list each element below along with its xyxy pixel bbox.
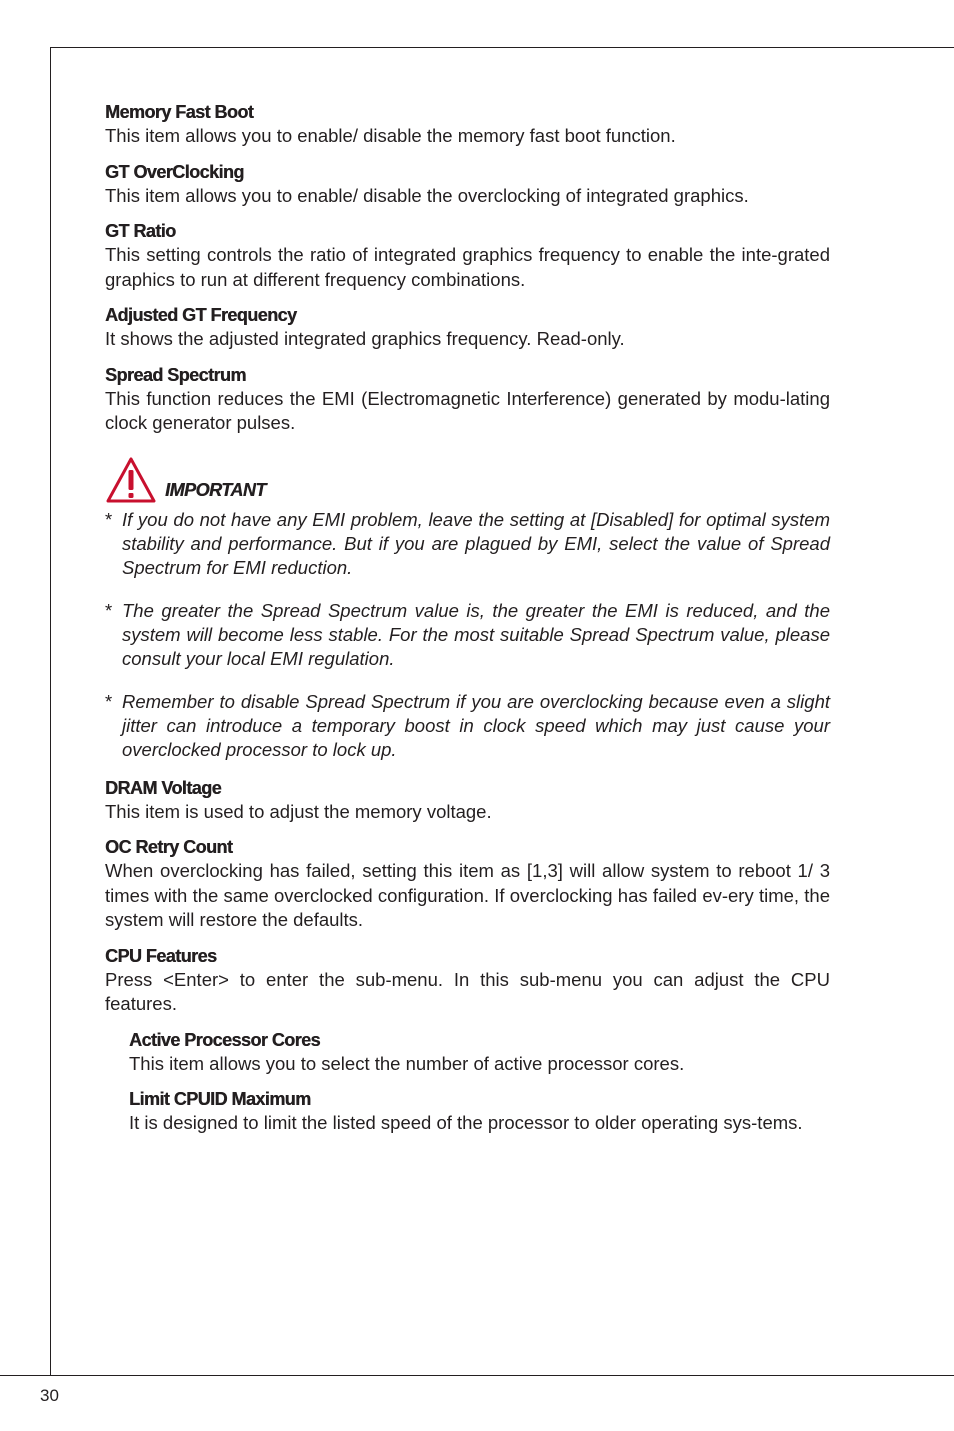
section-text: When overclocking has failed, setting this item as [1,3] will allow system to reboot 1/ 3 times with the same overclocked configuration. If overclocking has failed ev-ery time, the system will restore the defaults. — [105, 860, 830, 930]
section-text: This item allows you to enable/ disable the memory fast boot function. — [105, 125, 676, 146]
section-gt-ratio — [105, 219, 830, 292]
section-dram-voltage — [105, 776, 830, 825]
section-adjusted-gt-frequency — [105, 303, 830, 352]
section-title: OC Retry Count — [105, 837, 233, 857]
section-title: CPU Features — [105, 945, 217, 966]
section-title: Memory Fast Boot — [105, 102, 254, 122]
important-notice — [105, 456, 830, 762]
section-cpu-features — [105, 944, 830, 1017]
important-note — [105, 508, 830, 580]
important-label: IMPORTANT — [165, 479, 266, 500]
section-oc-retry-count — [105, 835, 830, 933]
section-text: This item allows you to enable/ disable the overclocking of integrated graphics. — [105, 184, 749, 206]
page-number: 30 — [40, 1386, 59, 1405]
page-top-rule — [50, 47, 954, 48]
note-text: If you do not have any EMI problem, leave the setting at [Disabled] for optimal system stability and performance. But if you are plagued by EMI, select the value of Spread Spectrum for EMI reduction. — [122, 508, 830, 578]
note-text: The greater the Spread Spectrum value is, the greater the EMI is reduced, and the system will become less stable. For the most suitable Spread Spectrum value, please consult your local EMI regulation. — [122, 599, 830, 669]
section-spread-spectrum — [105, 363, 830, 436]
page-bottom-rule — [0, 1375, 954, 1376]
note-text: Remember to disable Spread Spectrum if you are overclocking because even a slight jitter can introduce a temporary boost in clock speed which may just cause your overclocked processor to lock up. — [122, 690, 830, 760]
section-title: DRAM Voltage — [105, 777, 222, 798]
subsection-active-processor-cores — [129, 1028, 830, 1077]
section-gt-overclocking — [105, 160, 830, 209]
warning-triangle-icon — [105, 456, 157, 504]
section-title: Spread Spectrum — [105, 364, 246, 385]
subsection-limit-cpuid-maximum — [129, 1087, 830, 1136]
note-bullet: * — [105, 690, 113, 712]
important-header — [105, 456, 830, 504]
note-bullet: * — [105, 508, 113, 530]
subsection-title: Active Processor Cores — [129, 1029, 320, 1050]
section-title: GT OverClocking — [105, 161, 244, 182]
important-note — [105, 690, 830, 762]
subsection-text: It is designed to limit the listed speed of the processor to older operating sys-tems. — [129, 1112, 803, 1133]
page-content — [105, 100, 830, 1147]
note-bullet: * — [105, 599, 113, 621]
important-note — [105, 599, 830, 671]
subsection-title: Limit CPUID Maximum — [129, 1089, 311, 1109]
section-text: This item is used to adjust the memory voltage. — [105, 800, 492, 822]
section-text: This setting controls the ratio of integrated graphics frequency to enable the inte-grated graphics to run at different frequency combinations. — [105, 244, 830, 290]
section-title: Adjusted GT Frequency — [105, 305, 297, 325]
page-left-rule — [50, 47, 51, 1375]
section-text: Press <Enter> to enter the sub-menu. In this sub-menu you can adjust the CPU features. — [105, 968, 830, 1014]
section-text: It shows the adjusted integrated graphics frequency. Read-only. — [105, 328, 625, 349]
section-title: GT Ratio — [105, 221, 176, 241]
section-memory-fast-boot — [105, 100, 830, 149]
subsection-text: This item allows you to select the number of active processor cores. — [129, 1052, 685, 1074]
section-text: This function reduces the EMI (Electromagnetic Interference) generated by modu-lating clock generator pulses. — [105, 387, 830, 433]
